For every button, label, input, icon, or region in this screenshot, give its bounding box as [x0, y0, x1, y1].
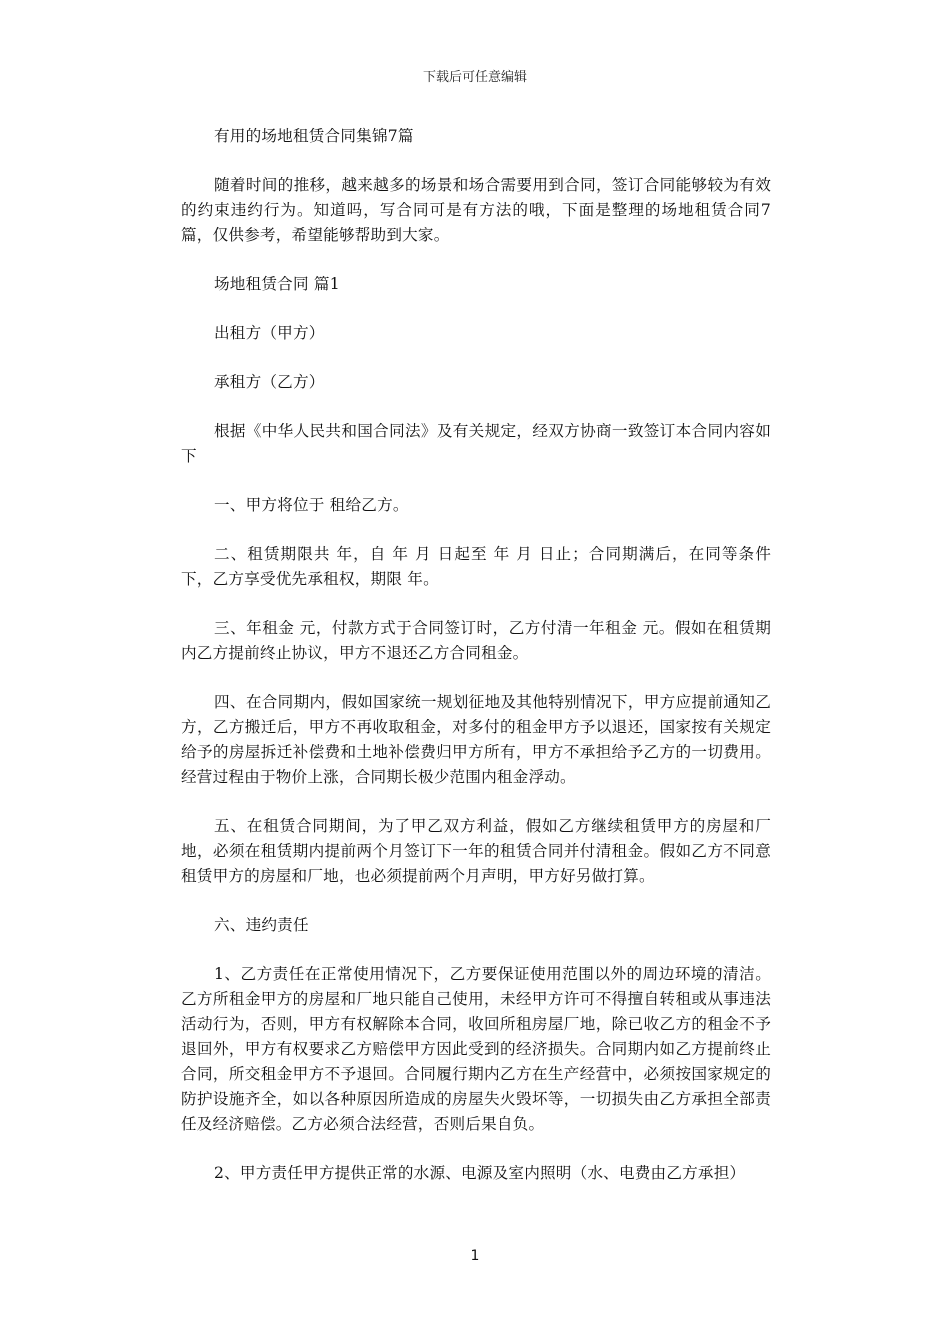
document-title: 有用的场地租赁合同集锦7篇 — [214, 127, 414, 145]
clause-2: 二、租赁期限共 年，自 年 月 日起至 年 月 日止；合同期满后，在同等条件下，乙方享受优先承租权，期限 年。 — [181, 545, 771, 588]
clause-6-item-1: 1、乙方责任在正常使用情况下，乙方要保证使用范围以外的周边环境的清洁。乙方所租金甲方的房屋和厂地只能自己使用，未经甲方许可不得擅自转租或从事违法活动行为，否则，甲方有权解除本合同，收回所租房屋厂地，除已收乙方的租金不予退回外，甲方有权要求乙方赔偿甲方因此受到的经济损失。合同期内如乙方提前终止合同，所交租金甲方不予退回。合同履行期内乙方在生产经营中，必须按国家规定的防护设施齐全，如以各种原因所造成的房屋失火毁坏等，一切损失由乙方承担全部责任及经济赔偿。乙方必须合法经营，否则后果自负。 — [181, 965, 771, 1133]
clause-5: 五、在租赁合同期间，为了甲乙双方利益，假如乙方继续租赁甲方的房屋和厂地，必须在租赁期内提前两个月签订下一年的租赁合同并付清租金。假如乙方不同意租赁甲方的房屋和厂地，也必须提前两个月声明，甲方好另做打算。 — [181, 817, 771, 885]
clause-4: 四、在合同期内，假如国家统一规划征地及其他特别情况下，甲方应提前通知乙方，乙方搬迁后，甲方不再收取租金，对多付的租金甲方予以退还，国家按有关规定给予的房屋拆迁补偿费和土地补偿费归甲方所有，甲方不承担给予乙方的一切费用。经营过程由于物价上涨，合同期长极少范围内租金浮动。 — [181, 693, 771, 786]
intro-paragraph: 随着时间的推移，越来越多的场景和场合需要用到合同，签订合同能够较为有效的约束违约行为。知道吗，写合同可是有方法的哦，下面是整理的场地租赁合同7篇，仅供参考，希望能够帮助到大家。 — [181, 176, 771, 244]
lessor-line: 出租方（甲方） — [214, 324, 325, 342]
clause-6-heading: 六、违约责任 — [214, 916, 309, 934]
clause-6-item-2: 2、甲方责任甲方提供正常的水源、电源及室内照明（水、电费由乙方承担） — [214, 1164, 746, 1182]
lessee-line: 承租方（乙方） — [214, 373, 325, 391]
section-heading: 场地租赁合同 篇1 — [214, 275, 340, 293]
preamble-paragraph: 根据《中华人民共和国合同法》及有关规定，经双方协商一致签订本合同内容如下 — [181, 422, 771, 465]
page-header: 下载后可任意编辑 — [422, 70, 527, 85]
clause-3: 三、年租金 元，付款方式于合同签订时，乙方付清一年租金 元。假如在租赁期内乙方提前终止协议，甲方不退还乙方合同租金。 — [181, 619, 771, 662]
document-body — [181, 124, 771, 1210]
clause-1: 一、甲方将位于 租给乙方。 — [214, 496, 409, 514]
page-number: 1 — [470, 1248, 480, 1264]
